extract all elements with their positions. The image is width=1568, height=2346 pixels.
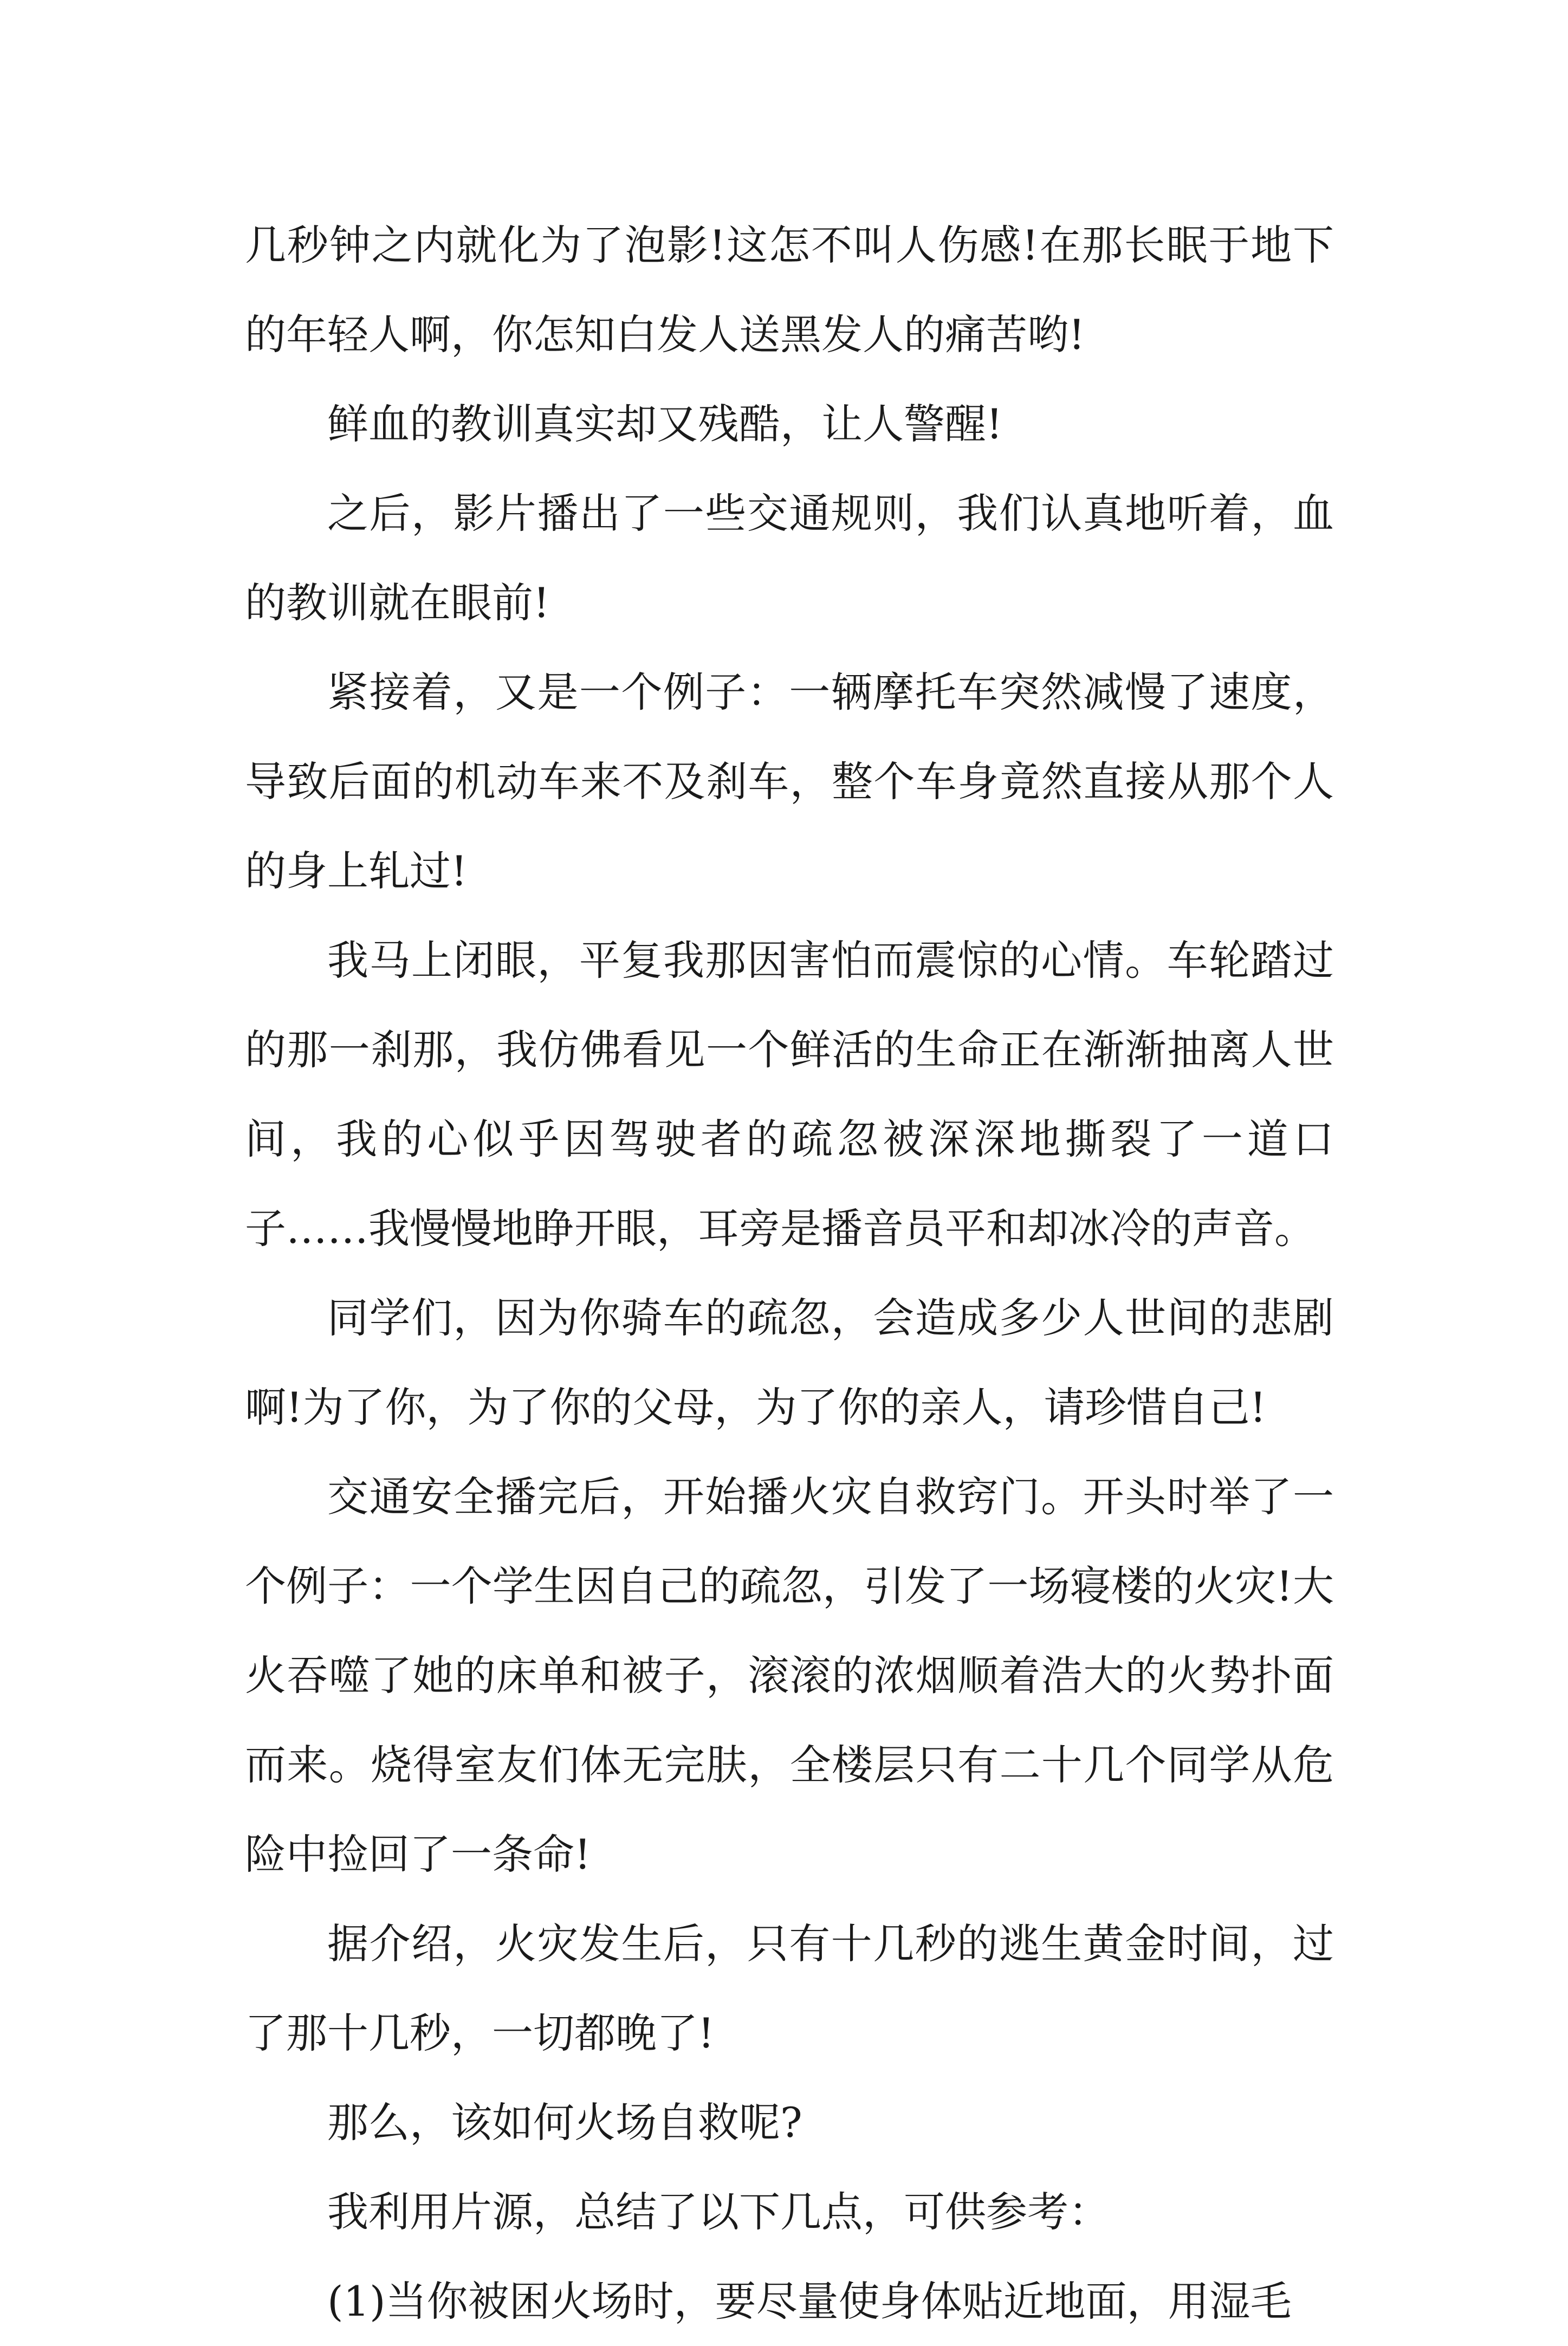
paragraph-10: 我利用片源，总结了以下几点，可供参考： — [327, 2188, 1110, 2236]
paragraph-1: 几秒钟之内就化为了泡影!这怎不叫人伤感!在那长眠于地下的年轻人啊，你怎知白发人送黑发人的痛苦哟! — [245, 221, 1334, 359]
document-body — [245, 200, 1334, 2346]
paragraph-7: 交通安全播完后，开始播火灾自救窍门。开头时举了一个例子：一个学生因自己的疏忽，引发了一场寝楼的火灾!大火吞噬了她的床单和被子，滚滚的浓烟顺着浩大的火势扑面而来。烧得室友们体无完肤，全楼层只有二十几个同学从危险中捡回了一条命! — [245, 1473, 1334, 1878]
paragraph-3: 之后，影片播出了一些交通规则，我们认真地听着，血的教训就在眼前! — [245, 489, 1334, 627]
paragraph-11: (1)当你被困火场时，要尽量使身体贴近地面，用湿毛 — [327, 2277, 1292, 2325]
paragraph-9: 那么，该如何火场自救呢? — [327, 2098, 802, 2147]
paragraph-4: 紧接着，又是一个例子：一辆摩托车突然减慢了速度，导致后面的机动车来不及刹车，整个车身竟然直接从那个人的身上轧过! — [245, 668, 1334, 895]
paragraph-5: 我马上闭眼，平复我那因害怕而震惊的心情。车轮踏过的那一刹那，我仿佛看见一个鲜活的生命正在渐渐抽离人世间，我的心似乎因驾驶者的疏忽被深深地撕裂了一道口子……我慢慢地睁开眼，耳旁是播音员平和却冰冷的声音。 — [245, 936, 1334, 1253]
paragraph-8: 据介绍，火灾发生后，只有十几秒的逃生黄金时间，过了那十几秒，一切都晚了! — [245, 1920, 1334, 2057]
paragraph-6: 同学们，因为你骑车的疏忽，会造成多少人世间的悲剧啊!为了你，为了你的父母，为了你的亲人，请珍惜自己! — [245, 1294, 1334, 1431]
paragraph-2: 鲜血的教训真实却又残酷，让人警醒! — [327, 400, 1003, 448]
